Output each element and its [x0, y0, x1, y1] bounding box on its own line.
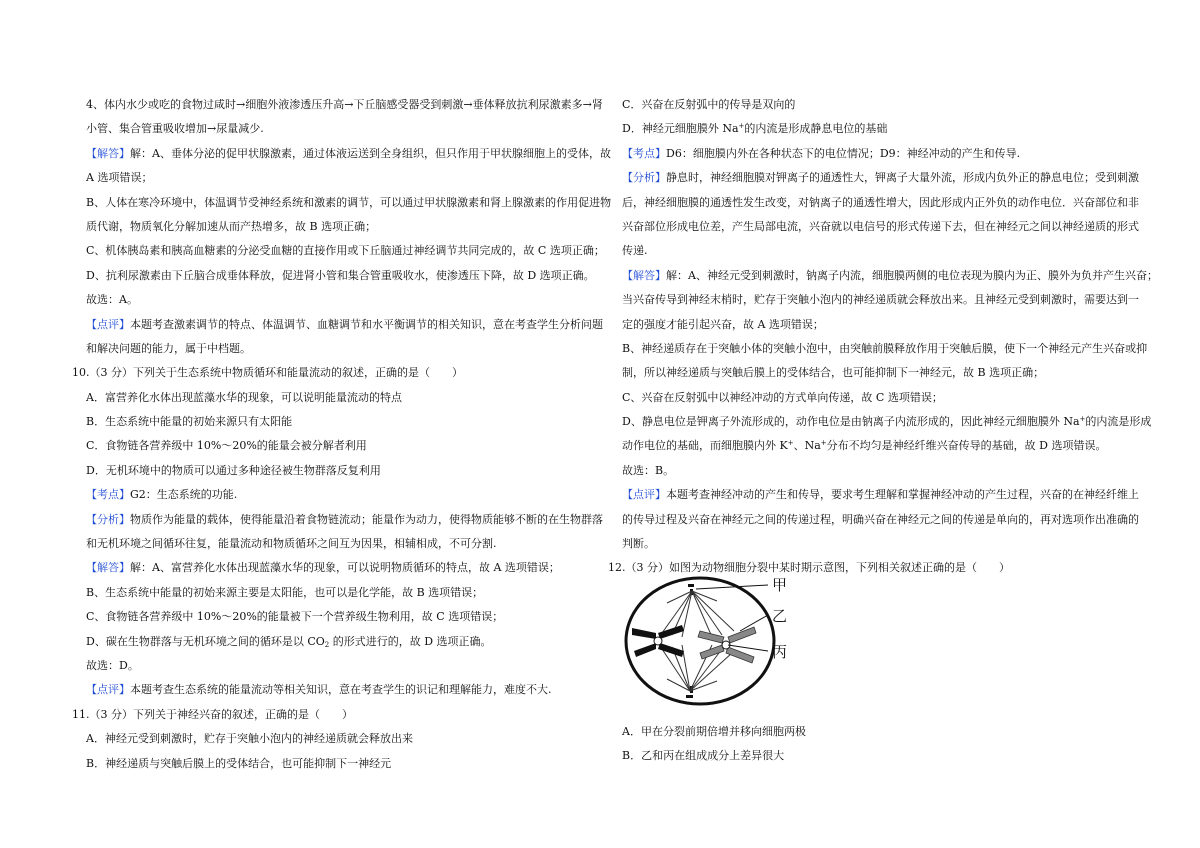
text-line [608, 410, 1152, 434]
label-bing: 丙 [772, 643, 788, 661]
text-line [72, 239, 605, 263]
line-text: C、食物链各营养级中 10%～20%的能量被下一个营养级生物利用，故 C 选项错误； [86, 610, 504, 624]
text-line [72, 93, 603, 117]
line-text: D6：细胞膜内外在各种状态下的电位情况；D9：神经冲动的产生和传导. [666, 146, 1021, 160]
line-text-pre: D、碳在生物群落与无机环境之间的循环是以 CO [86, 634, 325, 648]
cell-membrane [626, 578, 774, 704]
cell-division-figure [622, 573, 812, 708]
line-text-pre: D．神经元细胞膜外 Na [622, 122, 739, 136]
line-text: 故选：B。 [622, 463, 675, 477]
line-text: C、机体胰岛素和胰高血糖素的分泌受血糖的直接作用或下丘脑通过神经调节共同完成的，故 C 选项正确； [86, 244, 605, 258]
line-text: 兴奋部位形成电位差，产生局部电流，兴奋就以电信号的形式传递下去，但在神经元之间以神经递质的形式 [622, 219, 1139, 233]
line-text-pre: 动作电位的基础，而细胞膜内外 K [622, 439, 788, 453]
line-text: 解：A、神经元受到刺激时，钠离子内流，细胞膜两侧的电位表现为膜内为正、膜外为负并产生兴奋； [666, 268, 1158, 282]
line-text: 本题考查神经冲动的产生和传导，要求考生理解和掌握神经冲动的产生过程，兴奋的在神经纤维上 [666, 488, 1139, 502]
line-text: 小管、集合管重吸收增加→尿量减少. [86, 122, 264, 136]
line-text: 定的强度才能引起兴奋，故 A 选项错误； [622, 317, 824, 331]
line-text: D、抗利尿激素由下丘脑合成垂体释放，促进肾小管和集合管重吸收水，使渗透压下降，故 D 选项正确。 [86, 268, 595, 282]
line-text: B．乙和丙在组成成分上差异很大 [622, 749, 785, 763]
text-line [72, 288, 592, 312]
line-text: B．生态系统中能量的初始来源只有太阳能 [86, 415, 293, 429]
line-text: B、神经递质存在于突触小体的突触小泡中，由突触前膜释放作用于突触后膜，使下一个神经元产生兴奋或抑 [622, 341, 1148, 355]
line-text: C、兴奋在反射弧中以神经冲动的方式单向传递，故 C 选项错误； [622, 390, 943, 404]
line-text-sub: 2 [324, 640, 330, 649]
line-text: 10.（3 分）下列关于生态系统中物质循环和能量流动的叙述，正确的是（ ） [72, 366, 463, 380]
text-line [608, 720, 1128, 744]
line-text: 本题考查激素调节的特点、体温调节、血糖调节和水平衡调节的相关知识，意在考查学生分析问题 [130, 317, 603, 331]
text-line [608, 166, 1139, 190]
line-text: 11.（3 分）下列关于神经兴奋的叙述，正确的是（ ） [72, 707, 353, 721]
line-text-pre: D、静息电位是钾离子外流形成的，动作电位是由钠离子内流形成的，因此神经元细胞膜外 Na [622, 415, 1080, 429]
text-line [608, 337, 1148, 361]
text-line [72, 434, 592, 458]
text-line [72, 630, 592, 654]
line-text: 后，神经细胞膜的通透性发生改变，对钠离子的通透性增大，因此形成内正外负的动作电位．兴奋部位和非 [622, 195, 1139, 209]
line-text: 本题考查生态系统的能量流动等相关知识，意在考查学生的识记和理解能力，难度不大. [130, 683, 552, 697]
text-line [608, 386, 1128, 410]
line-text: 4、体内水少或吃的食物过咸时→细胞外液渗透压升高→下丘脑感受器受到刺激→垂体释放抗利尿激素多→肾 [86, 98, 603, 111]
section-tag: 【解答】 [622, 268, 666, 282]
line-text-post: 的形式进行的，故 D 选项正确。 [329, 634, 492, 648]
text-line [72, 386, 592, 410]
text-line [608, 361, 1128, 385]
line-text: C．食物链各营养级中 10%～20%的能量会被分解者利用 [86, 439, 367, 453]
line-text: A．甲在分裂前期倍增并移向细胞两极 [622, 724, 806, 738]
line-text-sup: + [787, 439, 794, 448]
section-tag: 【分析】 [622, 171, 666, 185]
text-line [608, 459, 1128, 483]
line-text: 物质作为能量的载体，使得能量沿着食物链流动；能量作为动力，使得物质能够不断的在生物群落 [130, 512, 603, 526]
text-line [72, 337, 592, 361]
text-line [72, 703, 592, 727]
text-line [608, 434, 1128, 458]
line-text-post: 的内流是形成静息电位的基础 [744, 122, 888, 136]
line-text: G2：生态系统的功能. [130, 488, 238, 502]
text-line [72, 532, 592, 556]
text-line [72, 117, 592, 141]
line-text: 和无机环境之间循环往复，能量流动和物质循环之间互为因果，相辅相成，不可分割. [86, 537, 497, 551]
line-text-mid: 、Na [793, 439, 821, 453]
text-line [72, 361, 592, 385]
text-line [72, 191, 612, 215]
text-line [72, 483, 592, 507]
text-line [72, 508, 603, 532]
text-line [72, 605, 592, 629]
line-text: 当兴奋传导到神经末梢时，贮存于突触小泡内的神经递质就会释放出来。且神经元受到刺激时，需要达到一 [622, 293, 1139, 307]
line-text: 和解决问题的能力，属于中档题。 [86, 341, 251, 355]
line-text: A．神经元受到刺激时，贮存于突触小泡内的神经递质就会释放出来 [86, 732, 413, 746]
line-text: 12.（3 分）如图为动物细胞分裂中某时期示意图，下列相关叙述正确的是（ ） [608, 561, 1010, 575]
left-column [72, 93, 612, 776]
line-text: B、生态系统中能量的初始来源主要是太阳能，也可以是化学能，故 B 选项错误； [86, 585, 484, 599]
text-line [72, 654, 592, 678]
line-text: 的传导过程及兴奋在神经元之间的传递过程，明确兴奋在神经元之间的传递是单向的，再对选项作出准确的 [622, 512, 1139, 526]
line-text: 解：A、垂体分泌的促甲状腺激素，通过体液运送到全身组织，但只作用于甲状腺细胞上的受体，故 [130, 146, 611, 160]
text-line [72, 678, 592, 702]
line-text: 故选：A。 [86, 293, 138, 307]
section-tag: 【点评】 [86, 317, 130, 331]
chromosome-black [632, 625, 684, 657]
section-tag: 【考点】 [86, 488, 130, 502]
text-line [72, 410, 592, 434]
text-line [72, 215, 592, 239]
text-line [608, 93, 1128, 117]
line-text: B．神经递质与突触后膜上的受体结合，也可能抑制下一神经元 [86, 756, 392, 770]
text-line [72, 727, 592, 751]
label-yi: 乙 [772, 607, 788, 625]
section-tag: 【点评】 [622, 488, 666, 502]
section-tag: 【解答】 [86, 561, 130, 575]
line-text: 传递. [622, 244, 648, 258]
line-text: 解：A、富营养化水体出现蓝藻水华的现象，可以说明物质循环的特点，故 A 选项错误； [130, 561, 560, 575]
text-line [608, 117, 1128, 141]
text-line [72, 581, 592, 605]
section-tag: 【分析】 [86, 512, 130, 526]
text-line [608, 744, 1128, 768]
text-line [72, 313, 603, 337]
text-line [608, 264, 1158, 288]
text-line [72, 166, 592, 190]
text-line [608, 508, 1139, 532]
line-text: 制，所以神经递质与突触后膜上的受体结合，也可能抑制下一神经元，故 B 选项正确； [622, 366, 1045, 380]
text-line [72, 752, 592, 776]
section-tag: 【考点】 [622, 146, 666, 160]
line-text-sup: + [738, 122, 745, 131]
text-line [608, 142, 1128, 166]
text-line [608, 532, 1128, 556]
line-text-sup2: + [820, 439, 827, 448]
line-text: 判断。 [622, 537, 655, 551]
line-text: A 选项错误； [86, 171, 153, 185]
text-line [608, 288, 1139, 312]
text-line [608, 215, 1139, 239]
text-line [72, 264, 595, 288]
text-line [72, 142, 611, 166]
cell-diagram [622, 573, 812, 708]
line-text-sup: + [1079, 415, 1086, 424]
section-tag: 【点评】 [86, 683, 130, 697]
line-text-post: 的内流是形成 [1085, 415, 1152, 429]
line-text: B、人体在寒冷环境中，体温调节受神经系统和激素的调节，可以通过甲状腺激素和肾上腺激素的作用促进物 [86, 195, 612, 209]
text-line [72, 556, 592, 580]
text-line [608, 191, 1139, 215]
line-text-post: 分布不均匀是神经纤维兴奋传导的基础，故 D 选项错误。 [826, 439, 1107, 453]
line-text: 静息时，神经细胞膜对钾离子的通透性大，钾离子大量外流，形成内负外正的静息电位；受到刺激 [666, 171, 1139, 185]
label-jia: 甲 [772, 576, 788, 594]
text-line [72, 459, 592, 483]
line-text: C．兴奋在反射弧中的传导是双向的 [622, 98, 796, 111]
section-tag: 【解答】 [86, 146, 130, 160]
text-line [608, 239, 1128, 263]
line-text: D．无机环境中的物质可以通过多种途径被生物群落反复利用 [86, 463, 381, 477]
text-line [608, 483, 1139, 507]
line-text: 故选：D。 [86, 658, 139, 672]
line-text: A．富营养化水体出现蓝藻水华的现象，可以说明能量流动的特点 [86, 390, 402, 404]
text-line [608, 313, 1128, 337]
line-text: 质代谢，物质氧化分解加速从而产热增多，故 B 选项正确； [86, 219, 377, 233]
